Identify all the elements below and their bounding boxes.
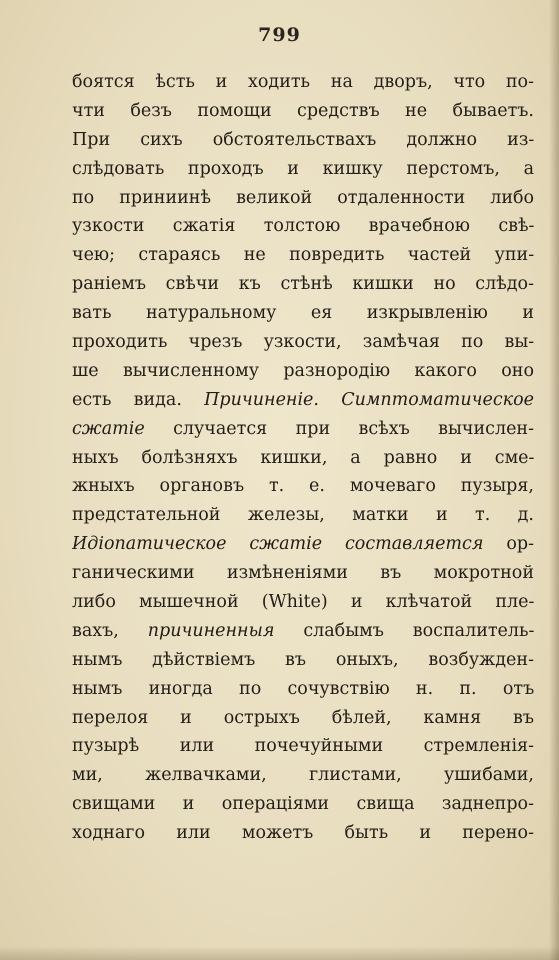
text-line <box>72 472 534 501</box>
text-segment: пузырѣ или почечуйными стремленія- <box>72 736 534 757</box>
text-segment: либо мышечной (White) и клѣчатой пле- <box>72 592 534 613</box>
text-line <box>72 155 534 184</box>
text-line <box>72 386 534 415</box>
text-segment: ганическими измѣненіями въ мокротной <box>72 563 534 584</box>
text-line <box>72 357 534 386</box>
text-line <box>72 212 534 241</box>
text-segment: ор- <box>483 534 534 555</box>
text-line <box>72 588 534 617</box>
text-line <box>72 299 534 328</box>
text-segment: по приниинѣ великой отдаленности либо <box>72 187 534 208</box>
text-segment: слабымъ воспалитель- <box>274 620 534 641</box>
text-line <box>72 328 534 357</box>
text-segment: узкости сжатія толстою врачебною свѣ- <box>72 216 534 237</box>
text-segment: жныхъ органовъ т. е. мочеваго пузыря, <box>72 476 534 497</box>
text-segment: ходнаго или можетъ быть и перено- <box>72 823 534 844</box>
text-segment: есть вида. <box>72 389 205 410</box>
italic-text-segment: Идіопатическое сжатіе составляется <box>72 534 484 555</box>
text-segment: случается при всѣхъ вычислен- <box>144 418 534 439</box>
text-line <box>72 97 534 126</box>
text-segment: ше вычисленному разнородію какого оно <box>72 360 534 381</box>
text-segment: проходить чрезъ узкости, замѣчая по вы- <box>72 332 534 353</box>
text-line <box>72 415 534 444</box>
text-line <box>72 126 534 155</box>
text-line <box>72 270 534 299</box>
text-line <box>72 68 534 97</box>
text-segment: свищами и операціями свища заднепро- <box>72 794 534 815</box>
italic-text-segment: сжатіе <box>72 418 145 439</box>
text-segment: чею; стараясь не повредить частей упи- <box>72 245 534 266</box>
text-line <box>72 761 534 790</box>
page-bottom-shadow <box>0 946 559 960</box>
text-line <box>72 501 534 530</box>
page-edge-shadow <box>549 0 559 960</box>
text-line <box>72 617 534 646</box>
text-segment: чти безъ помощи средствъ не бываетъ. <box>72 100 534 121</box>
text-segment: ныхъ болѣзняхъ кишки, а равно и сме- <box>72 447 534 468</box>
italic-text-segment: причиненныя <box>147 620 275 641</box>
page-number: 799 <box>258 24 301 46</box>
text-line <box>72 559 534 588</box>
text-line <box>72 675 534 704</box>
text-segment: При сихъ обстоятельствахъ должно из- <box>72 129 534 150</box>
text-line <box>72 819 534 848</box>
text-segment: вахъ, <box>72 620 148 641</box>
text-segment: нымъ дѣйствіемъ въ оныхъ, возбужден- <box>72 649 534 670</box>
text-line <box>72 704 534 733</box>
text-segment: слѣдовать проходъ и кишку перстомъ, а <box>72 158 534 179</box>
text-segment: вать натуральному ея изкрывленію и <box>72 303 534 324</box>
text-line <box>72 732 534 761</box>
text-segment: ми, желвачками, глистами, ушибами, <box>72 765 534 786</box>
text-segment: нымъ иногда по сочувствію н. п. отъ <box>72 678 534 699</box>
text-segment: боятся ѣсть и ходить на дворъ, что по- <box>72 72 534 92</box>
text-line <box>72 444 534 473</box>
body-text <box>72 68 534 848</box>
text-line <box>72 184 534 213</box>
text-line <box>72 530 534 559</box>
text-line <box>72 241 534 270</box>
text-line <box>72 646 534 675</box>
italic-text-segment: Причиненіе. Симптоматическое <box>204 389 534 410</box>
text-segment: раніемъ свѣчи къ стѣнѣ кишки но слѣдо- <box>72 274 534 295</box>
text-segment: перелоя и острыхъ бѣлей, камня въ <box>72 707 534 728</box>
text-line <box>72 790 534 819</box>
text-segment: предстательной железы, матки и т. д. <box>72 505 534 526</box>
